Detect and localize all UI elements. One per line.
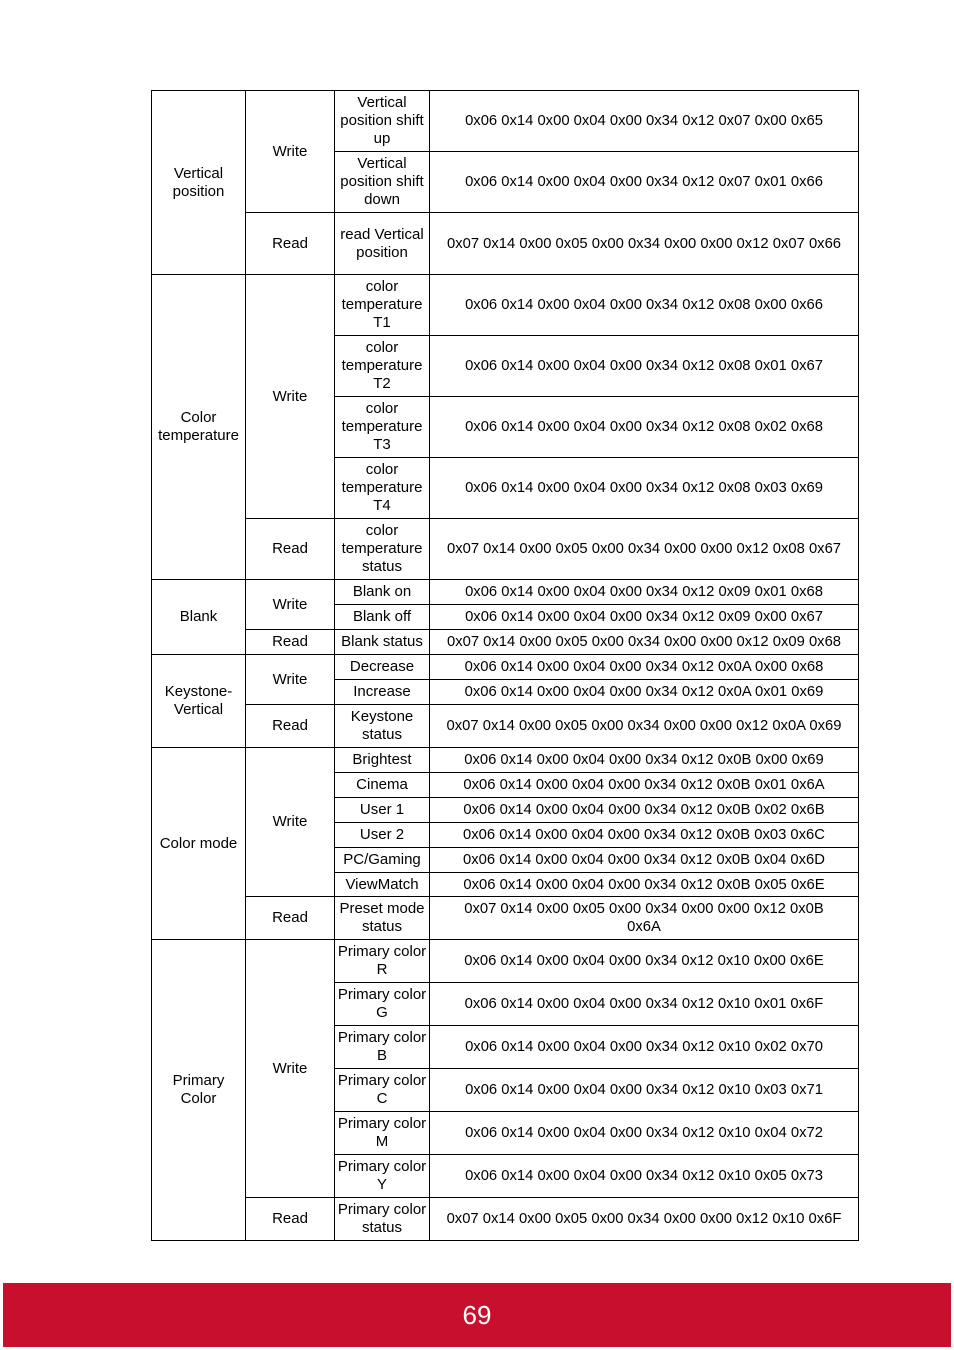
command-item-cell: Cinema (335, 773, 430, 798)
operation-type-cell: Write (246, 275, 335, 519)
command-code-cell: 0x07 0x14 0x00 0x05 0x00 0x34 0x00 0x00 0x12 0x08 0x67 (430, 519, 859, 580)
operation-type-cell: Write (246, 580, 335, 630)
command-item-cell: User 1 (335, 798, 430, 823)
command-item-cell: User 2 (335, 823, 430, 848)
command-code-cell: 0x07 0x14 0x00 0x05 0x00 0x34 0x00 0x00 0x12 0x09 0x68 (430, 630, 859, 655)
command-code-cell: 0x07 0x14 0x00 0x05 0x00 0x34 0x00 0x00 0x12 0x10 0x6F (430, 1198, 859, 1241)
command-item-cell: Primary color B (335, 1026, 430, 1069)
command-item-cell: color temperature T1 (335, 275, 430, 336)
operation-type-cell: Write (246, 940, 335, 1198)
operation-type-cell: Read (246, 1198, 335, 1241)
function-name-cell: Keystone- Vertical (152, 655, 246, 748)
command-code-cell: 0x06 0x14 0x00 0x04 0x00 0x34 0x12 0x08 0x02 0x68 (430, 397, 859, 458)
operation-type-cell: Read (246, 630, 335, 655)
command-code-cell: 0x06 0x14 0x00 0x04 0x00 0x34 0x12 0x07 0x00 0x65 (430, 91, 859, 152)
page-number: 69 (462, 1299, 492, 1330)
command-item-cell: PC/Gaming (335, 848, 430, 873)
operation-type-cell: Read (246, 213, 335, 275)
function-name-cell: Blank (152, 580, 246, 655)
operation-type-cell: Write (246, 655, 335, 705)
table-row (152, 1198, 859, 1241)
command-code-cell: 0x07 0x14 0x00 0x05 0x00 0x34 0x00 0x00 0x12 0x0A 0x69 (430, 705, 859, 748)
operation-type-cell: Read (246, 897, 335, 940)
command-item-cell: Vertical position shift up (335, 91, 430, 152)
operation-type-cell: Read (246, 519, 335, 580)
command-code-cell: 0x06 0x14 0x00 0x04 0x00 0x34 0x12 0x0B 0x00 0x69 (430, 748, 859, 773)
command-item-cell: Preset mode status (335, 897, 430, 940)
table-row (152, 580, 859, 605)
command-item-cell: Blank status (335, 630, 430, 655)
table-row (152, 897, 859, 940)
command-code-cell: 0x06 0x14 0x00 0x04 0x00 0x34 0x12 0x0B 0x01 0x6A (430, 773, 859, 798)
operation-type-cell: Read (246, 705, 335, 748)
command-item-cell: Primary color R (335, 940, 430, 983)
table-row (152, 705, 859, 748)
command-code-cell: 0x06 0x14 0x00 0x04 0x00 0x34 0x12 0x0B 0x03 0x6C (430, 823, 859, 848)
command-item-cell: Primary color G (335, 983, 430, 1026)
command-item-cell: read Vertical position (335, 213, 430, 275)
command-item-cell: color temperature T2 (335, 336, 430, 397)
page-footer (3, 1283, 951, 1347)
command-item-cell: color temperature T4 (335, 458, 430, 519)
command-code-cell: 0x06 0x14 0x00 0x04 0x00 0x34 0x12 0x0A 0x00 0x68 (430, 655, 859, 680)
command-item-cell: Brightest (335, 748, 430, 773)
command-item-cell: Keystone status (335, 705, 430, 748)
command-item-cell: Vertical position shift down (335, 152, 430, 213)
table-row (152, 655, 859, 680)
command-code-cell: 0x06 0x14 0x00 0x04 0x00 0x34 0x12 0x0B 0x04 0x6D (430, 848, 859, 873)
command-code-cell: 0x06 0x14 0x00 0x04 0x00 0x34 0x12 0x0B 0x05 0x6E (430, 873, 859, 897)
table-row (152, 748, 859, 773)
table-row (152, 213, 859, 275)
command-code-cell: 0x07 0x14 0x00 0x05 0x00 0x34 0x00 0x00 0x12 0x0B 0x6A (430, 897, 859, 940)
command-item-cell: Primary color Y (335, 1155, 430, 1198)
operation-type-cell: Write (246, 748, 335, 897)
table-row (152, 630, 859, 655)
table-row (152, 519, 859, 580)
function-name-cell: Vertical position (152, 91, 246, 275)
command-code-cell: 0x06 0x14 0x00 0x04 0x00 0x34 0x12 0x0B 0x02 0x6B (430, 798, 859, 823)
command-item-cell: Primary color C (335, 1069, 430, 1112)
command-item-cell: Blank on (335, 580, 430, 605)
command-code-cell: 0x06 0x14 0x00 0x04 0x00 0x34 0x12 0x0A 0x01 0x69 (430, 680, 859, 705)
command-item-cell: Blank off (335, 605, 430, 630)
command-code-cell: 0x07 0x14 0x00 0x05 0x00 0x34 0x00 0x00 0x12 0x07 0x66 (430, 213, 859, 275)
function-name-cell: Color mode (152, 748, 246, 940)
command-code-cell: 0x06 0x14 0x00 0x04 0x00 0x34 0x12 0x10 0x04 0x72 (430, 1112, 859, 1155)
command-table (151, 90, 859, 1241)
operation-type-cell: Write (246, 91, 335, 213)
command-item-cell: Decrease (335, 655, 430, 680)
command-item-cell: Increase (335, 680, 430, 705)
command-table-body (152, 91, 859, 1241)
command-code-cell: 0x06 0x14 0x00 0x04 0x00 0x34 0x12 0x10 0x01 0x6F (430, 983, 859, 1026)
table-row (152, 91, 859, 152)
command-code-cell: 0x06 0x14 0x00 0x04 0x00 0x34 0x12 0x10 0x03 0x71 (430, 1069, 859, 1112)
command-code-cell: 0x06 0x14 0x00 0x04 0x00 0x34 0x12 0x10 0x00 0x6E (430, 940, 859, 983)
command-code-cell: 0x06 0x14 0x00 0x04 0x00 0x34 0x12 0x08 0x03 0x69 (430, 458, 859, 519)
function-name-cell: Color temperature (152, 275, 246, 580)
command-item-cell: ViewMatch (335, 873, 430, 897)
command-code-cell: 0x06 0x14 0x00 0x04 0x00 0x34 0x12 0x09 0x00 0x67 (430, 605, 859, 630)
command-code-cell: 0x06 0x14 0x00 0x04 0x00 0x34 0x12 0x08 0x00 0x66 (430, 275, 859, 336)
command-code-cell: 0x06 0x14 0x00 0x04 0x00 0x34 0x12 0x08 0x01 0x67 (430, 336, 859, 397)
command-item-cell: color temperature T3 (335, 397, 430, 458)
command-code-cell: 0x06 0x14 0x00 0x04 0x00 0x34 0x12 0x07 0x01 0x66 (430, 152, 859, 213)
command-item-cell: Primary color M (335, 1112, 430, 1155)
command-code-cell: 0x06 0x14 0x00 0x04 0x00 0x34 0x12 0x10 0x05 0x73 (430, 1155, 859, 1198)
table-row (152, 275, 859, 336)
command-item-cell: Primary color status (335, 1198, 430, 1241)
command-code-cell: 0x06 0x14 0x00 0x04 0x00 0x34 0x12 0x10 0x02 0x70 (430, 1026, 859, 1069)
command-code-cell: 0x06 0x14 0x00 0x04 0x00 0x34 0x12 0x09 0x01 0x68 (430, 580, 859, 605)
command-item-cell: color temperature status (335, 519, 430, 580)
function-name-cell: Primary Color (152, 940, 246, 1241)
table-row (152, 940, 859, 983)
